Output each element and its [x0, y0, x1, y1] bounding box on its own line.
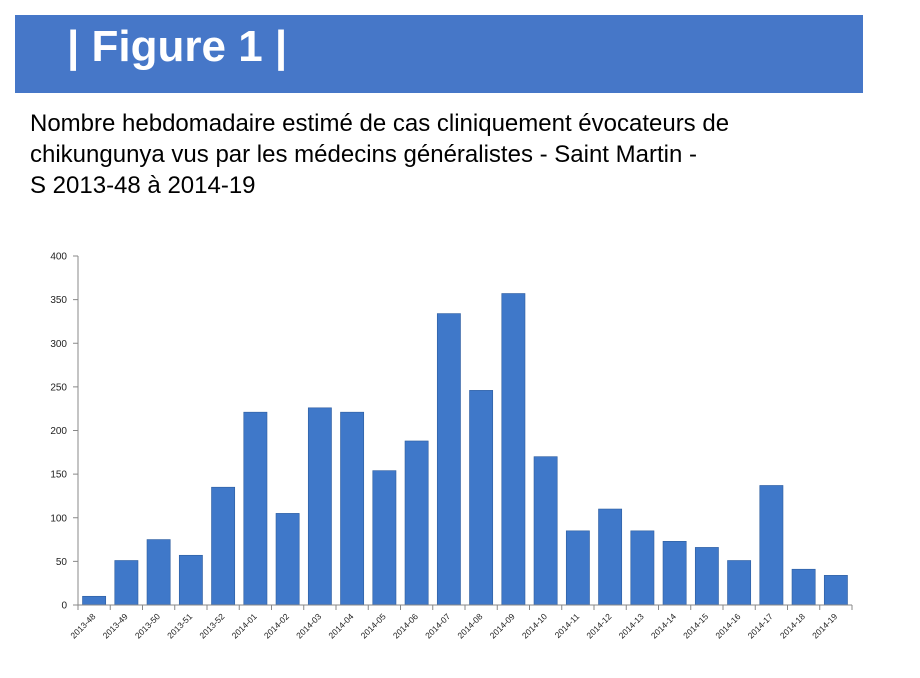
- y-tick-label: 200: [50, 426, 67, 437]
- bar: [760, 485, 783, 605]
- x-tick-label: 2014-01: [229, 611, 259, 641]
- y-tick-label: 250: [50, 382, 67, 394]
- x-tick-label: 2014-12: [584, 611, 614, 641]
- bar: [824, 575, 847, 605]
- x-tick-label: 2014-17: [745, 611, 775, 641]
- bar: [502, 294, 525, 605]
- y-tick-label: 100: [50, 513, 67, 525]
- bar: [83, 596, 106, 605]
- bar: [276, 513, 299, 605]
- bar: [663, 541, 686, 605]
- y-tick-label: 300: [50, 338, 67, 350]
- caption-line-1: Nombre hebdomadaire estimé de cas cliniquement évocateurs de: [30, 110, 730, 137]
- bar: [147, 540, 170, 605]
- x-tick-label: 2014-07: [423, 611, 453, 641]
- x-tick-label: 2014-14: [648, 611, 679, 641]
- bar: [373, 471, 396, 605]
- bar: [341, 412, 364, 605]
- x-tick-label: 2014-19: [810, 611, 840, 641]
- bar: [115, 561, 138, 605]
- x-tick-label: 2014-15: [681, 611, 711, 641]
- bar: [631, 531, 654, 605]
- x-tick-label: 2013-49: [100, 611, 130, 641]
- x-tick-label: 2014-11: [552, 611, 582, 641]
- bar: [534, 457, 557, 605]
- bar: [695, 547, 718, 605]
- x-tick-label: 2014-09: [487, 611, 517, 641]
- bar: [244, 412, 267, 605]
- x-tick-label: 2014-13: [616, 611, 646, 641]
- x-tick-label: 2013-48: [68, 611, 98, 641]
- x-tick-label: 2014-16: [713, 611, 743, 641]
- bar: [405, 441, 428, 605]
- y-tick-label: 0: [61, 600, 67, 612]
- x-tick-label: 2013-51: [165, 611, 195, 641]
- x-tick-label: 2014-06: [390, 611, 421, 641]
- bar: [599, 509, 622, 605]
- x-tick-label: 2013-50: [132, 611, 163, 641]
- bar: [308, 408, 331, 605]
- bar: [566, 531, 589, 605]
- x-tick-label: 2013-52: [197, 611, 227, 641]
- x-tick-label: 2014-02: [261, 611, 292, 641]
- y-tick-label: 50: [55, 556, 67, 568]
- bar: [179, 555, 202, 605]
- bar: [212, 487, 235, 605]
- caption-line-3: S 2013-48 à 2014-19: [30, 172, 256, 199]
- x-tick-label: 2014-10: [519, 611, 550, 641]
- x-tick-label: 2014-04: [326, 611, 356, 641]
- y-tick-label: 350: [50, 295, 67, 307]
- x-tick-label: 2014-05: [358, 611, 388, 641]
- y-tick-label: 150: [50, 469, 67, 481]
- figure-title: | Figure 1 |: [67, 22, 288, 71]
- bar: [437, 314, 460, 605]
- y-tick-label: 400: [50, 251, 67, 263]
- bar: [728, 561, 751, 605]
- x-tick-label: 2014-08: [455, 611, 485, 641]
- bar: [470, 390, 493, 605]
- bar: [792, 569, 815, 605]
- caption-line-2: chikungunya vus par les médecins généralistes - Saint Martin -: [30, 141, 697, 168]
- x-tick-label: 2014-03: [294, 611, 324, 641]
- x-tick-label: 2014-18: [777, 611, 808, 641]
